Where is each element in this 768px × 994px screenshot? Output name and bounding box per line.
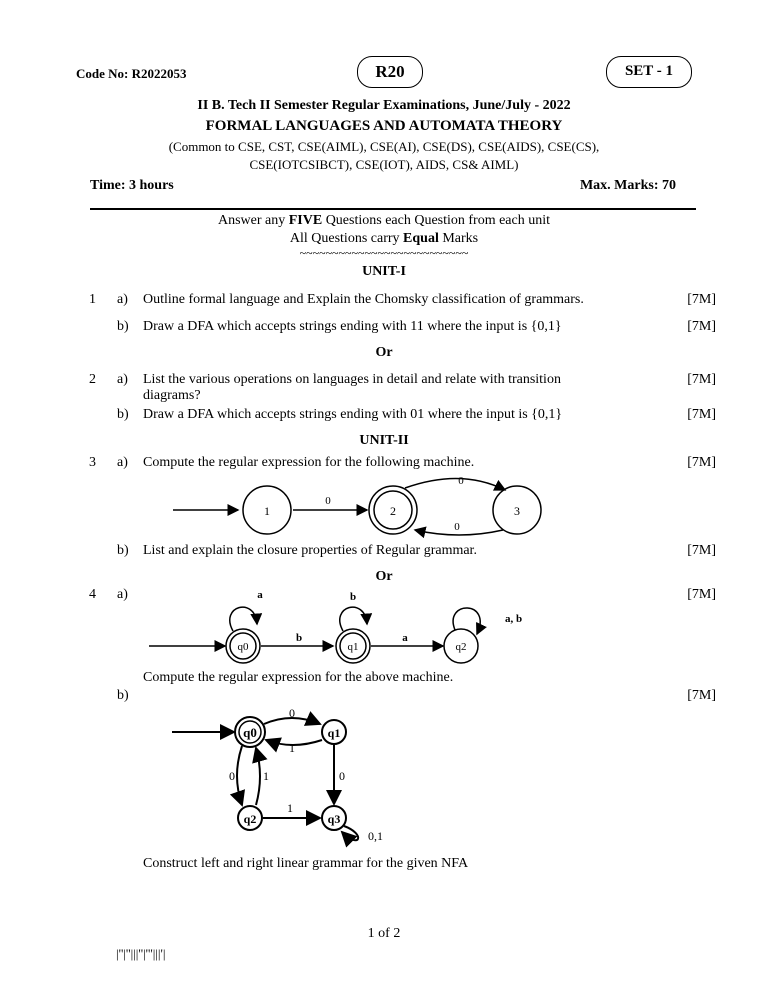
q3-automaton-diagram [143, 474, 575, 540]
common-branches-line-2: CSE(IOTCSIBCT), CSE(IOT), AIDS, CS& AIML) [249, 157, 519, 172]
loop-q1-label: b [349, 591, 357, 603]
barcode-mark: |''|''|||''|'''|||'| [116, 946, 166, 961]
instruction-emphasis: FIVE [288, 213, 323, 228]
question-marks: [7M] [687, 372, 716, 387]
state-1-label: 1 [264, 504, 270, 518]
instruction-line-2 [0, 231, 768, 247]
instruction-text: Marks [438, 231, 479, 246]
question-marks: [7M] [687, 455, 716, 470]
loop-q0-label: a [257, 589, 263, 601]
instruction-text: All Questions carry [289, 231, 404, 246]
edge-2-3 [405, 478, 505, 490]
state-q0-label: q0 [237, 641, 249, 653]
edge-q0-q2-label: 0 [229, 769, 235, 783]
question-marks: [7M] [687, 543, 716, 558]
edge-q0-q1-label: b [295, 632, 303, 644]
regulation-badge: R20 [357, 56, 423, 88]
header-divider [90, 208, 696, 210]
edge-1-2-label: 0 [325, 495, 331, 507]
subquestion-label: a) [117, 587, 128, 602]
state-q3-label: q3 [327, 812, 341, 826]
loop-q0 [230, 607, 257, 631]
unit-1-heading: UNIT-I [362, 264, 406, 279]
instruction-divider: ~~~~~~~~~~~~~~~~~~~~~~~~~~ [299, 246, 469, 260]
state-2-label: 2 [390, 504, 396, 518]
state-q1-label: q1 [347, 641, 359, 653]
subquestion-label: a) [117, 292, 128, 307]
edge-q2-q0 [256, 748, 260, 805]
question-marks: [7M] [687, 292, 716, 307]
question-text: List and explain the closure properties of Regular grammar. [143, 543, 477, 558]
subquestion-label: b) [117, 319, 129, 334]
question-number: 1 [89, 292, 96, 307]
subquestion-label: a) [117, 455, 128, 470]
max-marks: Max. Marks: 70 [579, 178, 676, 193]
question-marks: [7M] [687, 319, 716, 334]
state-q0-label: q0 [243, 725, 257, 740]
or-separator: Or [375, 345, 393, 360]
question-text: Compute the regular expression for the above machine. [143, 670, 454, 685]
q4b-nfa-diagram [160, 706, 400, 852]
subquestion-label: b) [117, 407, 129, 422]
edge-q0-q1-label: 0 [289, 706, 295, 720]
instruction-text: Answer any [217, 213, 289, 228]
question-marks: [7M] [687, 407, 716, 422]
page-number: 1 of 2 [367, 926, 401, 941]
subject-title: FORMAL LANGUAGES AND AUTOMATA THEORY [205, 118, 563, 134]
state-3-label: 3 [514, 504, 520, 518]
question-text: Compute the regular expression for the following machine. [143, 455, 475, 470]
or-separator: Or [375, 569, 393, 584]
instruction-emphasis: Equal [403, 231, 439, 246]
question-number: 4 [89, 587, 96, 602]
q4a-automaton-diagram [143, 586, 539, 668]
edge-q1-q2-label: a [402, 632, 408, 644]
state-q2-label: q2 [455, 641, 467, 653]
loop-q3 [342, 826, 358, 840]
question-marks: [7M] [687, 688, 716, 703]
subquestion-label: a) [117, 372, 128, 387]
question-text: Draw a DFA which accepts strings ending with 01 where the input is {0,1} [143, 407, 563, 422]
subquestion-label: b) [117, 543, 129, 558]
state-q2-label: q2 [243, 812, 257, 826]
edge-q1-q0-label: 1 [289, 741, 295, 755]
question-paper-code: Code No: R2022053 [76, 66, 187, 81]
question-text: Outline formal language and Explain the Chomsky classification of grammars. [143, 292, 584, 307]
subquestion-label: b) [117, 688, 129, 703]
edge-q2-q0-label: 1 [263, 769, 269, 783]
instruction-text: Questions each Question from each unit [322, 213, 551, 228]
question-number: 3 [89, 455, 96, 470]
edge-q1-q3-label: 0 [339, 769, 345, 783]
loop-q2-label: a, b [505, 613, 523, 625]
set-badge: SET - 1 [606, 56, 692, 88]
loop-q1 [340, 607, 367, 631]
instruction-line-1 [0, 213, 768, 229]
exam-title: II B. Tech II Semester Regular Examinations, June/July - 2022 [197, 98, 571, 113]
question-text: List the various operations on languages in detail and relate with transition diagrams? [143, 372, 561, 403]
question-number: 2 [89, 372, 96, 387]
edge-3-2-label: 0 [454, 521, 460, 533]
state-q1-label: q1 [327, 726, 341, 740]
edge-q2-q3-label: 1 [287, 801, 293, 815]
unit-2-heading: UNIT-II [359, 433, 409, 448]
edge-q0-q2 [237, 746, 242, 805]
edge-2-3-label: 0 [458, 475, 464, 487]
question-marks: [7M] [687, 587, 716, 602]
common-branches-line-1: (Common to CSE, CST, CSE(AIML), CSE(AI), CSE(DS), CSE(AIDS), CSE(CS), [168, 139, 600, 154]
loop-q3-label: 0,1 [368, 829, 383, 843]
exam-duration: Time: 3 hours [90, 178, 174, 193]
question-text: Construct left and right linear grammar for the given NFA [143, 856, 469, 871]
question-text: Draw a DFA which accepts strings ending with 11 where the input is {0,1} [143, 319, 562, 334]
